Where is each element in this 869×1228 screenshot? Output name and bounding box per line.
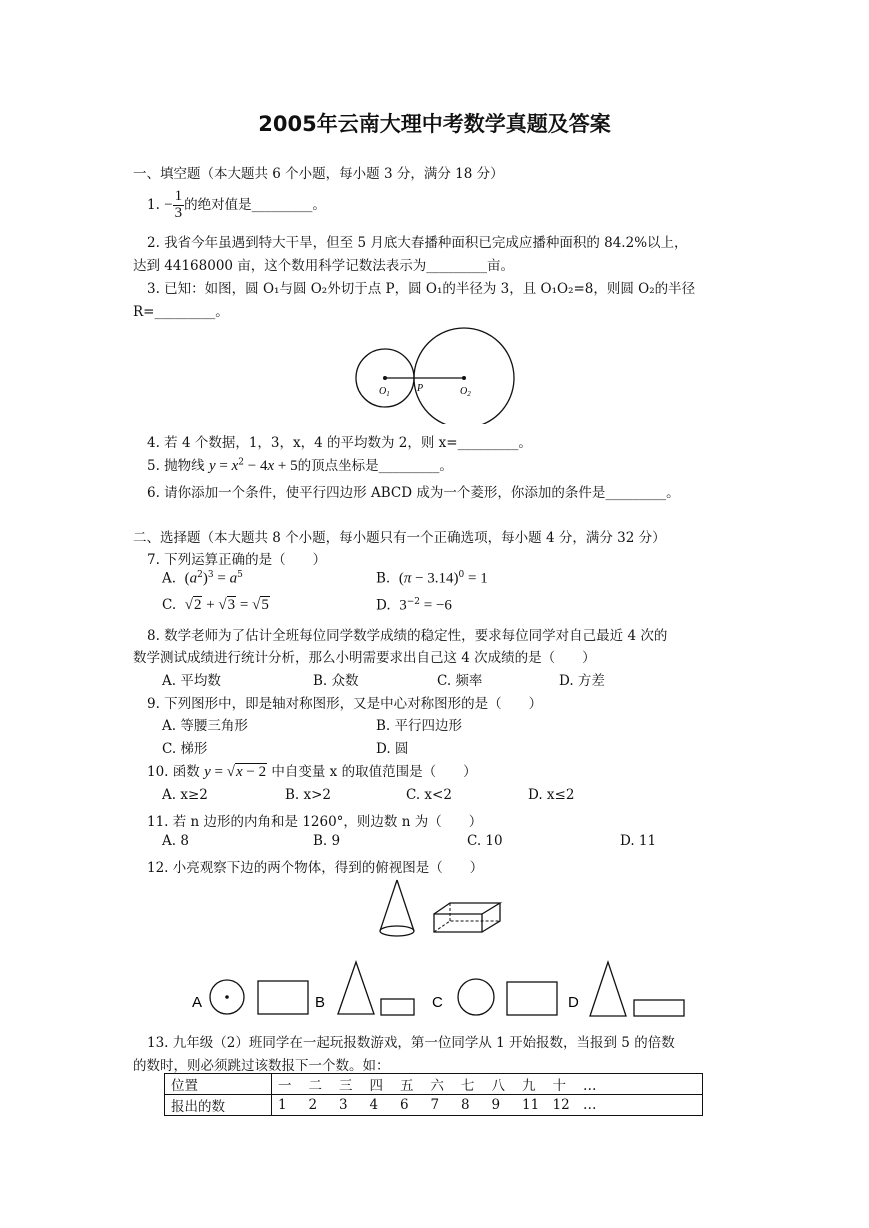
q8-option-b: B. 众数	[313, 673, 359, 689]
question-1: 1. − $\frac{1}{3}$ 的绝对值是_________。	[147, 188, 326, 221]
question-8-line2: 数学测试成绩进行统计分析，那么小明需要求出自己这 4 次成绩的是（ ）	[133, 650, 596, 666]
o2-label: O	[460, 386, 468, 397]
q9-option-a: A. 等腰三角形	[162, 718, 248, 734]
question-10: 10. 函数 y = √x − 2 中自变量 x 的取值范围是（ ）	[147, 764, 477, 780]
q10-option-a: A. x≥2	[162, 787, 208, 803]
q9-option-d: D. 圆	[376, 741, 409, 757]
question-7: 7. 下列运算正确的是（ ）	[147, 552, 327, 568]
question-4: 4. 若 4 个数据，1，3，x，4 的平均数为 2，则 x=_________。	[147, 435, 532, 451]
section1-heading: 一、填空题（本大题共 6 个小题，每小题 3 分，满分 18 分）	[133, 166, 504, 182]
q7-option-b: B. $(\pi - 3.14)^0 = 1$	[376, 570, 488, 587]
q10-option-c: C. x<2	[406, 787, 452, 803]
question-6: 6. 请你添加一个条件，使平行四边形 ABCD 成为一个菱形，你添加的条件是_________。	[147, 485, 680, 501]
q8-option-c: C. 频率	[437, 673, 483, 689]
svg-text:O1: $O_1$	[379, 386, 390, 398]
q8-option-a: A. 平均数	[162, 673, 221, 689]
svg-text:O2: $O_2$	[460, 386, 471, 398]
question-11: 11. 若 n 边形的内角和是 1260°，则边数 n 为（ ）	[147, 814, 483, 830]
q11-option-c: C. 10	[467, 833, 503, 849]
q12-label-c: C	[432, 994, 443, 1011]
q9-option-b: B. 平行四边形	[376, 718, 463, 734]
q7-option-d: D. $3^{-2} = -6$	[376, 597, 452, 614]
position-cells: 一 二 三 四 五 六 七 八 九 十 …	[272, 1074, 703, 1095]
q12-label-d: D	[568, 994, 579, 1011]
p-label: P	[417, 383, 424, 394]
question-3-line1: 3. 已知：如图，圆 O₁与圆 O₂外切于点 P，圆 O₁的半径为 3，且 O₁O₂=8，则圆 O₂的半径	[147, 281, 696, 297]
question-13-line1: 13. 九年级（2）班同学在一起玩报数游戏，第一位同学从 1 开始报数，当报到 5 的倍数	[147, 1035, 675, 1051]
table-header-position: 位置	[165, 1074, 272, 1095]
table-row	[165, 1074, 703, 1095]
q10-option-d: D. x≤2	[528, 787, 575, 803]
question-13-line2: 的数时，则必须跳过该数报下一个数。如：	[133, 1058, 390, 1074]
q11-option-b: B. 9	[313, 833, 341, 849]
question-2-line1: 2. 我省今年虽遇到特大干旱，但至 5 月底大春播种面积已完成应播种面积的 84.2%以上，	[147, 235, 688, 251]
q10-option-b: B. x>2	[285, 787, 332, 803]
q7-option-a: A. $(a^2)^3 = a^5$	[162, 570, 243, 587]
table-header-number: 报出的数	[165, 1095, 272, 1116]
q7-option-c: C. √2 + √3 = √5	[162, 597, 269, 613]
q12-options-figure	[190, 955, 690, 1021]
question-8-line1: 8. 数学老师为了估计全班每位同学数学成绩的稳定性，要求每位同学对自己最近 4 次的	[147, 628, 668, 644]
question-5: 5. 抛物线 $y = x^2 - 4x + 5$的顶点坐标是_________。	[147, 457, 453, 474]
question-9: 9. 下列图形中，即是轴对称图形，又是中心对称图形的是（ ）	[147, 696, 543, 712]
number-cells: 1 2 3 4 6 7 8 9 11 12 …	[272, 1095, 703, 1116]
section2-heading: 二、选择题（本大题共 8 个小题，每小题只有一个正确选项，每小题 4 分，满分 32 分）	[133, 530, 666, 546]
page-title: 2005年云南大理中考数学真题及答案	[258, 112, 611, 136]
question-3-line2: R=_________。	[133, 304, 229, 320]
o1-label: O	[379, 386, 387, 397]
q8-option-d: D. 方差	[559, 673, 605, 689]
question-12: 12. 小亮观察下边的两个物体，得到的俯视图是（ ）	[147, 860, 484, 876]
objects-figure	[372, 876, 512, 944]
q11-option-d: D. 11	[620, 833, 657, 849]
fraction: $\frac{1}{3}$	[174, 188, 183, 221]
q11-option-a: A. 8	[162, 833, 189, 849]
counting-table	[164, 1073, 703, 1116]
q12-label-a: A	[192, 994, 203, 1011]
q12-label-b: B	[315, 994, 326, 1011]
q9-option-c: C. 梯形	[162, 741, 208, 757]
table-row	[165, 1095, 703, 1116]
question-2-line2: 达到 44168000 亩，这个数用科学记数法表示为_________亩。	[133, 258, 515, 274]
tangent-circles-figure	[350, 316, 520, 424]
